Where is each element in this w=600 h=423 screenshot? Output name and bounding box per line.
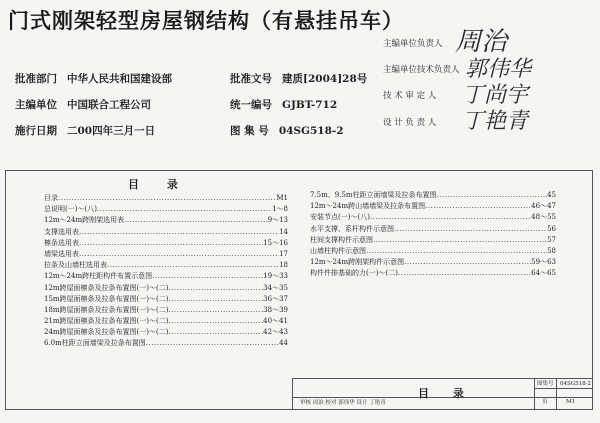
toc-entry (44, 294, 288, 305)
leader-dots (107, 260, 279, 271)
leader-dots (398, 268, 531, 279)
toc-entry (310, 224, 556, 235)
toc-entry-page: 17 (279, 249, 288, 258)
leader-dots (373, 235, 547, 246)
toc-entry-title: 构件件排基础的力(一)～(二) (310, 269, 398, 278)
toc-entry-page: 1～8 (272, 205, 288, 214)
toc-entry-page: 14 (279, 227, 288, 236)
unified-no-row (230, 98, 337, 112)
toc-entry-title: 12m～24m跨山墙墙梁及拉条布置图 (310, 202, 426, 211)
leader-dots (79, 249, 279, 260)
toc-entry-title: 6.0m柱距立面墙梁及拉条布置图 (44, 339, 146, 348)
leader-dots (437, 190, 548, 201)
leader-dots (370, 212, 531, 223)
editor-unit-row (15, 98, 151, 112)
editor-unit-label: 主编单位 (15, 99, 57, 111)
toc-entry-page: 38～39 (263, 305, 288, 314)
toc-entry-page: M1 (276, 194, 288, 202)
toc-right-column (310, 190, 556, 280)
leader-dots (97, 204, 272, 215)
toc-entry (44, 327, 288, 338)
title-block-title: 目 录 (418, 387, 474, 400)
toc-entry-title: 檩条选用表 (44, 238, 79, 247)
exec-date-value: 二00四年三月一日 (67, 125, 156, 137)
toc-entry (44, 260, 288, 271)
toc-entry-title: 支撑选用表 (44, 227, 79, 236)
title-block-divider (534, 388, 593, 389)
approval-dept-row (15, 72, 172, 86)
toc-entry-title: 水平支撑、系杆构件示意图 (310, 224, 394, 233)
toc-entry-page: 42～43 (263, 328, 288, 337)
toc-entry-page: 19～33 (263, 272, 288, 281)
role-label: 主编单位负责人 (383, 39, 443, 49)
toc-entry-page: 44 (279, 339, 288, 348)
approval-no-label: 批准文号 (230, 73, 272, 85)
leader-dots (168, 294, 263, 305)
toc-entry (310, 212, 556, 223)
leader-dots (79, 238, 263, 249)
toc-entry-title: 18m跨屋面檩条及拉条布置图(一)～(二) (44, 305, 169, 314)
unified-no-label: 统一编号 (230, 99, 272, 111)
role-label: 设 计 负 责 人 (383, 118, 437, 128)
leader-dots (394, 224, 547, 235)
toc-entry (44, 338, 288, 349)
toc-entry-page: 46～47 (531, 202, 556, 211)
handwritten-signature: 丁尚宇 (462, 83, 529, 108)
exec-date-row (15, 124, 155, 138)
toc-heading: 目 录 (128, 178, 190, 191)
toc-entry-title: 15m跨屋面檩条及拉条布置图(一)～(二) (44, 294, 169, 303)
leader-dots (124, 215, 268, 226)
toc-entry-title: 24m跨屋面檩条及拉条布置图(一)～(二) (44, 328, 169, 337)
title-block-page-label: 页 (542, 399, 548, 405)
document-title: 门式刚架轻型房屋钢结构（有悬挂吊车） (8, 9, 404, 33)
toc-entry-title: 7.5m、9.5m柱距立面墙梁及拉条布置图 (310, 191, 437, 199)
toc-entry-title: 12m～24m跨刚架选用表 (44, 216, 125, 225)
toc-entry-page: 15～16 (263, 238, 288, 247)
leader-dots (58, 193, 276, 204)
toc-entry (44, 215, 288, 226)
leader-dots (152, 271, 263, 282)
toc-entry-page: 34～35 (263, 283, 288, 292)
handwritten-signature: 丁艳青 (462, 109, 529, 134)
toc-entry (310, 235, 556, 246)
leader-dots (168, 305, 263, 316)
toc-entry (44, 283, 288, 294)
toc-entry-title: 墙梁选用表 (44, 249, 79, 258)
leader-dots (168, 327, 263, 338)
toc-entry-page: 9～13 (267, 216, 288, 225)
role-label: 主编单位技术负责人 (383, 65, 460, 75)
approval-dept-label: 批准部门 (15, 73, 57, 85)
toc-entry-page: 58 (547, 246, 556, 255)
title-block-divider (534, 378, 535, 410)
toc-entry (44, 316, 288, 327)
toc-entry-title: 12m～24m跨柱距构件布置示意图 (44, 272, 153, 281)
title-block-divider (556, 378, 557, 410)
toc-entry-page: 36～37 (263, 294, 288, 303)
toc-entry-title: 山墙柱构件示意图 (310, 246, 366, 255)
toc-left-column (44, 193, 288, 350)
toc-entry-title: 柱间支撑构件示意图 (310, 235, 373, 244)
toc-entry (310, 246, 556, 257)
toc-entry-page: 18 (279, 261, 288, 270)
toc-entry-page: 59～63 (531, 258, 556, 267)
toc-entry (44, 271, 288, 282)
leader-dots (146, 338, 279, 349)
toc-entry (310, 268, 556, 279)
title-block-left-rule (292, 378, 293, 410)
toc-entry-page: 57 (547, 235, 556, 244)
approval-no-value: 建质[2004]28号 (282, 73, 368, 85)
handwritten-signature: 郭伟华 (465, 57, 532, 82)
leader-dots (404, 257, 531, 268)
exec-date-label: 施行日期 (15, 125, 57, 137)
toc-entry-title: 总说明(一)～(八) (44, 205, 97, 214)
toc-entry-page: 48～55 (531, 213, 556, 222)
approval-no-row (230, 72, 367, 86)
toc-entry (44, 193, 288, 204)
title-block-top-rule (292, 378, 593, 379)
unified-no-value: GJBT-712 (282, 99, 338, 111)
role-label: 技 术 审 定 人 (383, 91, 437, 101)
atlas-no-value: 04SG518-2 (278, 125, 344, 137)
toc-entry-title: 目录 (44, 194, 58, 202)
toc-entry-page: 64～65 (531, 269, 556, 278)
toc-entry-title: 安装节点(一)～(八) (310, 213, 370, 222)
toc-entry (310, 257, 556, 268)
atlas-no-row (230, 124, 344, 138)
title-block-atlas-label: 图集号 (537, 381, 554, 387)
toc-entry (44, 305, 288, 316)
leader-dots (79, 227, 279, 238)
toc-entry-title: 拉条及山墙柱选用表 (44, 261, 107, 270)
toc-entry-title: 12m跨屋面檩条及拉条布置图(一)～(二) (44, 283, 169, 292)
title-block-signoff-row: 审核 周治 校对 郭伟华 设计 丁艳青 (300, 400, 386, 406)
toc-entry-page: 56 (547, 224, 556, 233)
toc-entry (310, 201, 556, 212)
atlas-no-label: 图 集 号 (230, 125, 269, 137)
approval-dept-value: 中华人民共和国建设部 (67, 73, 172, 85)
toc-entry (44, 249, 288, 260)
toc-entry (310, 190, 556, 201)
title-block-atlas-no: 04SG518-2 (560, 381, 592, 387)
leader-dots (168, 316, 263, 327)
leader-dots (425, 201, 531, 212)
toc-entry (44, 238, 288, 249)
leader-dots (366, 246, 547, 257)
editor-unit-value: 中国联合工程公司 (67, 99, 151, 111)
toc-entry-title: 12m～24m跨刚架构件示意图 (310, 258, 405, 267)
toc-entry-page: 45 (547, 191, 556, 199)
toc-entry (44, 227, 288, 238)
handwritten-signature: 周治 (455, 27, 508, 57)
toc-entry (44, 204, 288, 215)
toc-entry-page: 40～41 (263, 317, 288, 326)
title-block-page-no: M1 (566, 399, 576, 405)
toc-entry-title: 21m跨屋面檩条及拉条布置图(一)～(二) (44, 317, 169, 326)
leader-dots (168, 283, 263, 294)
